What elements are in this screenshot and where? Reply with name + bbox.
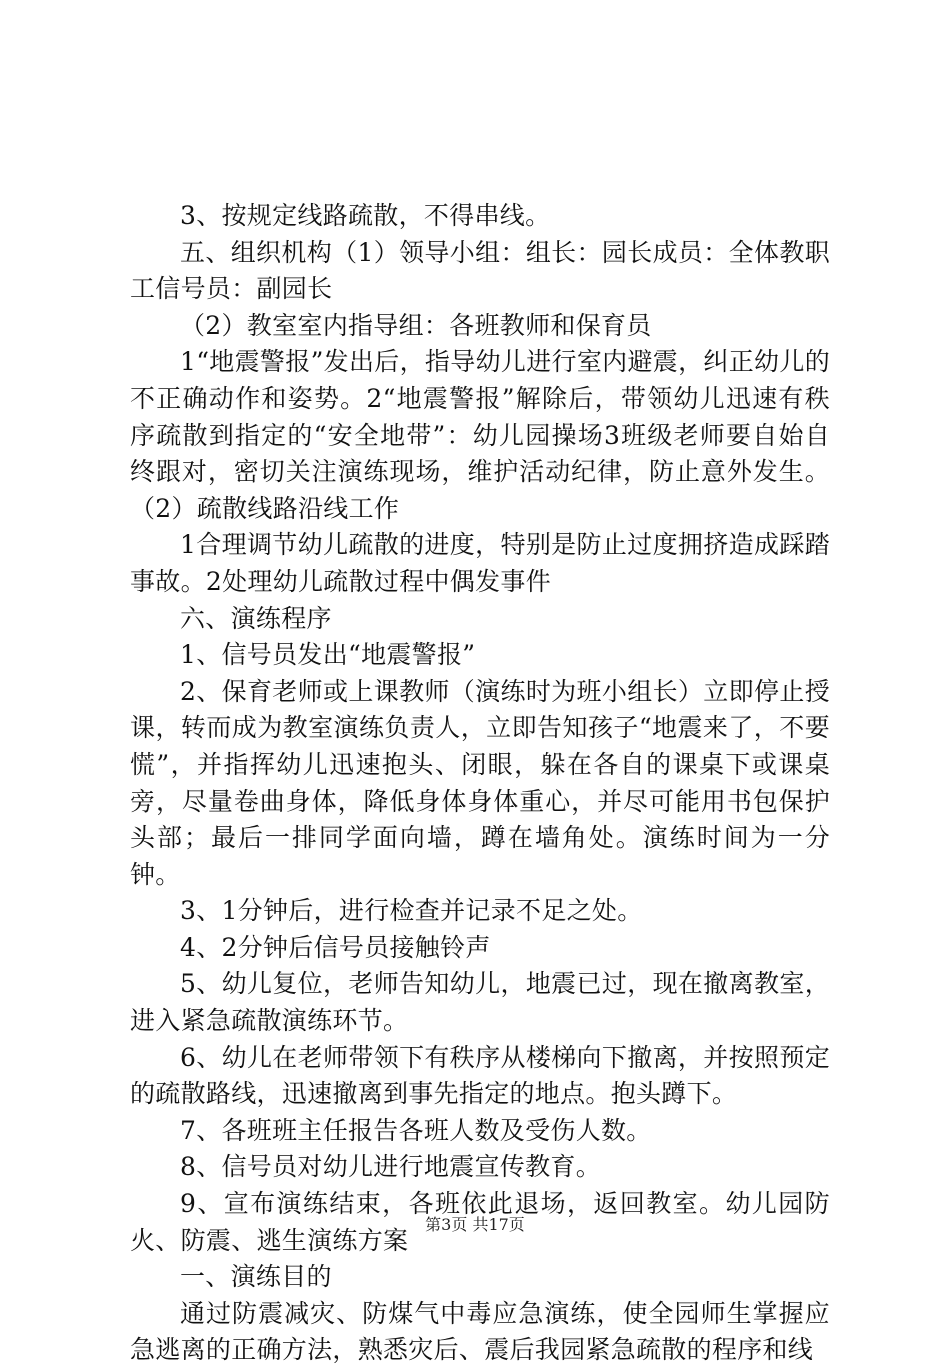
document-body [130, 198, 830, 1369]
paragraph: 1合理调节幼儿疏散的进度，特别是防止过度拥挤造成踩踏事故。2处理幼儿疏散过程中偶发事件 [130, 530, 830, 596]
paragraph: 通过防震减灾、防煤气中毒应急演练，使全园师生掌握应急逃离的正确方法，熟悉灾后、震后我园紧急疏散的程序和线 [130, 1298, 830, 1365]
paragraph: 4、2分钟后信号员接触铃声 [180, 932, 491, 962]
paragraph: 7、各班班主任报告各班人数及受伤人数。 [180, 1115, 652, 1145]
paragraph: （2）教室室内指导组：各班教师和保育员 [180, 310, 652, 340]
paragraph: 9、宣布演练结束，各班依此退场，返回教室。幼儿园防火、防震、逃生演练方案 [130, 1189, 830, 1255]
page-number-footer: 第3页 共17页 [425, 1215, 525, 1234]
paragraph: 6、幼儿在老师带领下有秩序从楼梯向下撤离，并按照预定的疏散路线，迅速撤离到事先指定的地点。抱头蹲下。 [130, 1042, 830, 1109]
paragraph: 1、信号员发出“地震警报” [180, 640, 476, 670]
paragraph: 5、幼儿复位，老师告知幼儿，地震已过，现在撤离教室，进入紧急疏散演练环节。 [130, 969, 830, 1036]
paragraph: 1“地震警报”发出后，指导幼儿进行室内避震，纠正幼儿的不正确动作和姿势。2“地震警报”解除后，带领幼儿迅速有秩序疏散到指定的“安全地带”：幼儿园操场3班级老师要自始自终跟对，密切关注演练现场，维护活动纪律，防止意外发生。（2）疏散线路沿线工作 [130, 347, 830, 523]
paragraph: 五、组织机构（1）领导小组：组长：园长成员：全体教职工信号员：副园长 [130, 237, 830, 304]
paragraph: 2、保育老师或上课教师（演练时为班小组长）立即停止授课，转而成为教室演练负责人，立即告知孩子“地震来了，不要慌”，并指挥幼儿迅速抱头、闭眼，躲在各自的课桌下或课桌旁，尽量卷曲身体，降低身体身体重心，并尽可能用书包保护头部；最后一排同学面向墙，蹲在墙角处。演练时间为一分钟。 [130, 676, 830, 889]
paragraph: 3、1分钟后，进行检查并记录不足之处。 [180, 896, 643, 926]
section-heading: 一、演练目的 [180, 1262, 332, 1292]
paragraph: 3、按规定线路疏散，不得串线。 [180, 201, 551, 230]
section-heading: 六、演练程序 [180, 603, 332, 633]
paragraph: 8、信号员对幼儿进行地震宣传教育。 [180, 1152, 602, 1182]
